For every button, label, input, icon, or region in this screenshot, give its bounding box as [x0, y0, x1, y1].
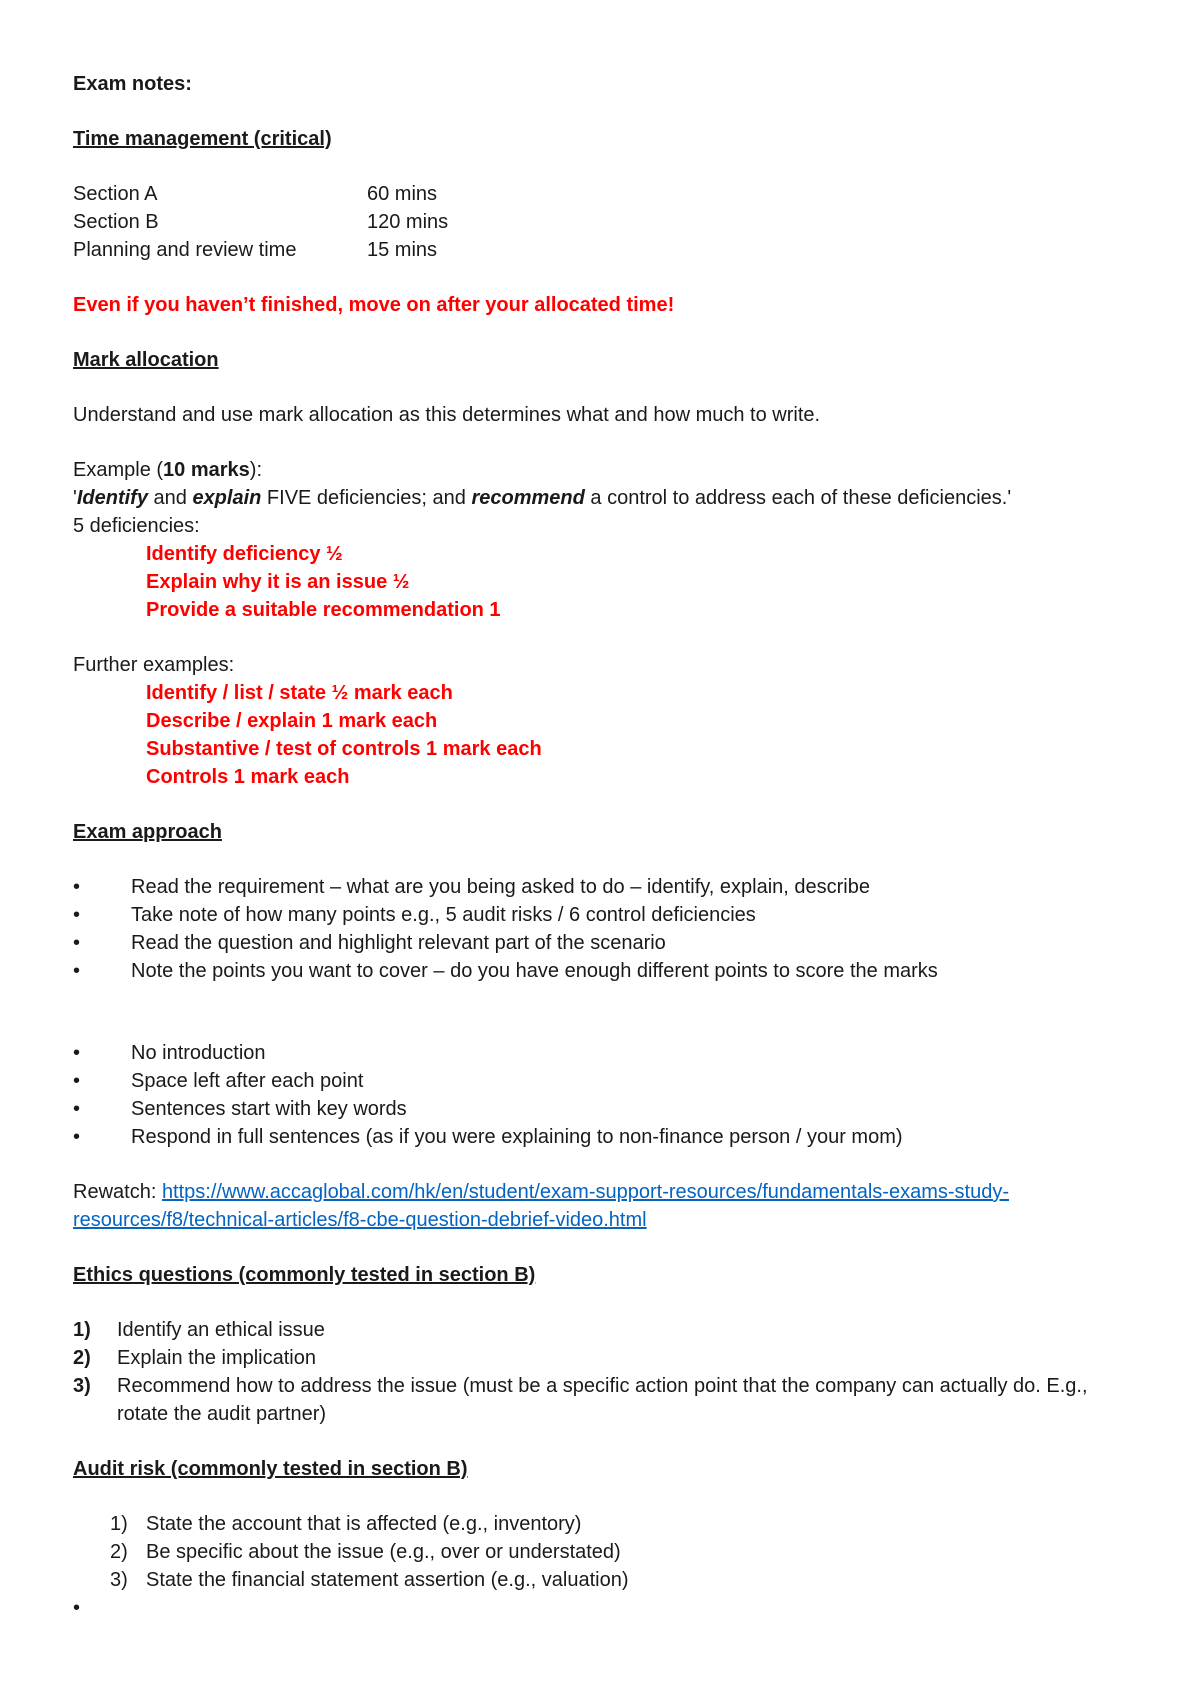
time-label: Section A: [73, 183, 158, 205]
approach-bullet-item: [73, 1039, 1140, 1067]
time-value: 60 mins: [367, 183, 438, 205]
exam-approach-heading: Exam approach: [73, 821, 222, 843]
further-example-item: Substantive / test of controls 1 mark each: [146, 738, 542, 760]
mark-allocation-heading: Mark allocation: [73, 349, 219, 371]
bullet-text: Read the requirement – what are you being asked to do – identify, explain, describe: [131, 876, 870, 898]
time-label: Section B: [73, 211, 159, 233]
list-number: 1): [110, 1513, 128, 1535]
deficiency-item: Identify deficiency ½: [146, 543, 343, 565]
rewatch-link[interactable]: [73, 1181, 1009, 1231]
ethics-list-item: [73, 1316, 1140, 1344]
bullet-icon: •: [73, 960, 81, 982]
bullet-text: Sentences start with key words: [131, 1098, 407, 1120]
rewatch-paragraph: [73, 1178, 1140, 1234]
audit-list-item: [73, 1538, 1140, 1566]
bullet-text: Space left after each point: [131, 1070, 364, 1092]
bullet-text: Note the points you want to cover – do you have enough different points to score the marks: [131, 960, 938, 982]
list-text: State the financial statement assertion (e.g., valuation): [146, 1569, 629, 1591]
deficiency-item: Explain why it is an issue ½: [146, 571, 410, 593]
bullet-icon: •: [73, 904, 81, 926]
bullet-icon: •: [73, 932, 81, 954]
quote-text: ': [73, 487, 77, 509]
further-example-item: Identify / list / state ½ mark each: [146, 682, 453, 704]
time-row-section-a: [73, 180, 1140, 208]
list-number: 1): [73, 1319, 91, 1341]
time-value: 15 mins: [367, 239, 438, 261]
quote-text: a control to address each of these deficiencies.': [584, 487, 1012, 509]
quote-text: FIVE deficiencies; and: [261, 487, 472, 509]
audit-list-item: [73, 1510, 1140, 1538]
audit-risk-heading: Audit risk (commonly tested in section B): [73, 1458, 468, 1480]
rewatch-label: Rewatch:: [73, 1181, 162, 1203]
approach-bullet-item: [73, 929, 1140, 957]
list-number: 2): [110, 1541, 128, 1563]
approach-bullet-item: [73, 1067, 1140, 1095]
ethics-heading: Ethics questions (commonly tested in section B): [73, 1264, 536, 1286]
list-number: 3): [110, 1569, 128, 1591]
bullet-text: Take note of how many points e.g., 5 audit risks / 6 control deficiencies: [131, 904, 756, 926]
mark-allocation-intro: Understand and use mark allocation as this determines what and how much to write.: [73, 404, 821, 426]
list-text: Be specific about the issue (e.g., over or understated): [146, 1541, 621, 1563]
approach-bullet-item: [73, 1123, 1140, 1151]
list-number: 3): [73, 1375, 91, 1397]
further-example-item: Controls 1 mark each: [146, 766, 350, 788]
quote-keyword: Identify: [76, 487, 148, 509]
approach-bullet-item: [73, 957, 1140, 985]
time-label: Planning and review time: [73, 239, 297, 261]
example-text: ):: [249, 459, 262, 481]
time-management-heading: Time management (critical): [73, 128, 332, 150]
bullet-icon: •: [73, 1098, 81, 1120]
further-examples-label: Further examples:: [73, 654, 235, 676]
approach-bullet-item: [73, 873, 1140, 901]
list-text: Explain the implication: [117, 1347, 316, 1369]
approach-bullet-item: [73, 901, 1140, 929]
document-page: [73, 70, 1140, 1622]
time-row-planning: [73, 236, 1140, 264]
bullet-text: Read the question and highlight relevant part of the scenario: [131, 932, 666, 954]
quote-keyword: explain: [192, 487, 262, 509]
approach-bullet-item: [73, 1095, 1140, 1123]
deficiency-item: Provide a suitable recommendation 1: [146, 599, 501, 621]
quote-text: and: [147, 487, 193, 509]
bullet-icon: •: [73, 876, 81, 898]
rewatch-link-text[interactable]: https://www.accaglobal.com/hk/en/student/exam-support-resources/fundamentals-exams-study-: [161, 1181, 1009, 1203]
example-marks: 10 marks: [163, 459, 250, 481]
deficiencies-label: 5 deficiencies:: [73, 515, 200, 537]
example-quote: [73, 484, 1140, 512]
time-value: 120 mins: [367, 211, 449, 233]
further-example-item: Describe / explain 1 mark each: [146, 710, 438, 732]
time-warning: Even if you haven’t finished, move on after your allocated time!: [73, 294, 675, 316]
empty-bullet-item: [73, 1594, 1140, 1622]
bullet-icon: •: [73, 1070, 81, 1092]
rewatch-link-text[interactable]: resources/f8/technical-articles/f8-cbe-question-debrief-video.html: [73, 1209, 647, 1231]
example-label: [73, 456, 1140, 484]
list-number: 2): [73, 1347, 91, 1369]
list-text: Recommend how to address the issue (must be a specific action point that the company can actually do. E.g., rotate the audit partner): [117, 1375, 1088, 1425]
bullet-icon: •: [73, 1597, 81, 1619]
time-row-section-b: [73, 208, 1140, 236]
ethics-list-item: [73, 1372, 1140, 1428]
bullet-text: Respond in full sentences (as if you were explaining to non-finance person / your mom): [131, 1126, 903, 1148]
audit-list-item: [73, 1566, 1140, 1594]
bullet-icon: •: [73, 1126, 81, 1148]
quote-keyword: recommend: [471, 487, 585, 509]
ethics-list-item: [73, 1344, 1140, 1372]
list-text: State the account that is affected (e.g., inventory): [146, 1513, 582, 1535]
list-text: Identify an ethical issue: [117, 1319, 325, 1341]
page-title: Exam notes:: [73, 73, 192, 95]
bullet-icon: •: [73, 1042, 81, 1064]
bullet-text: No introduction: [131, 1042, 266, 1064]
example-text: Example (: [73, 459, 164, 481]
